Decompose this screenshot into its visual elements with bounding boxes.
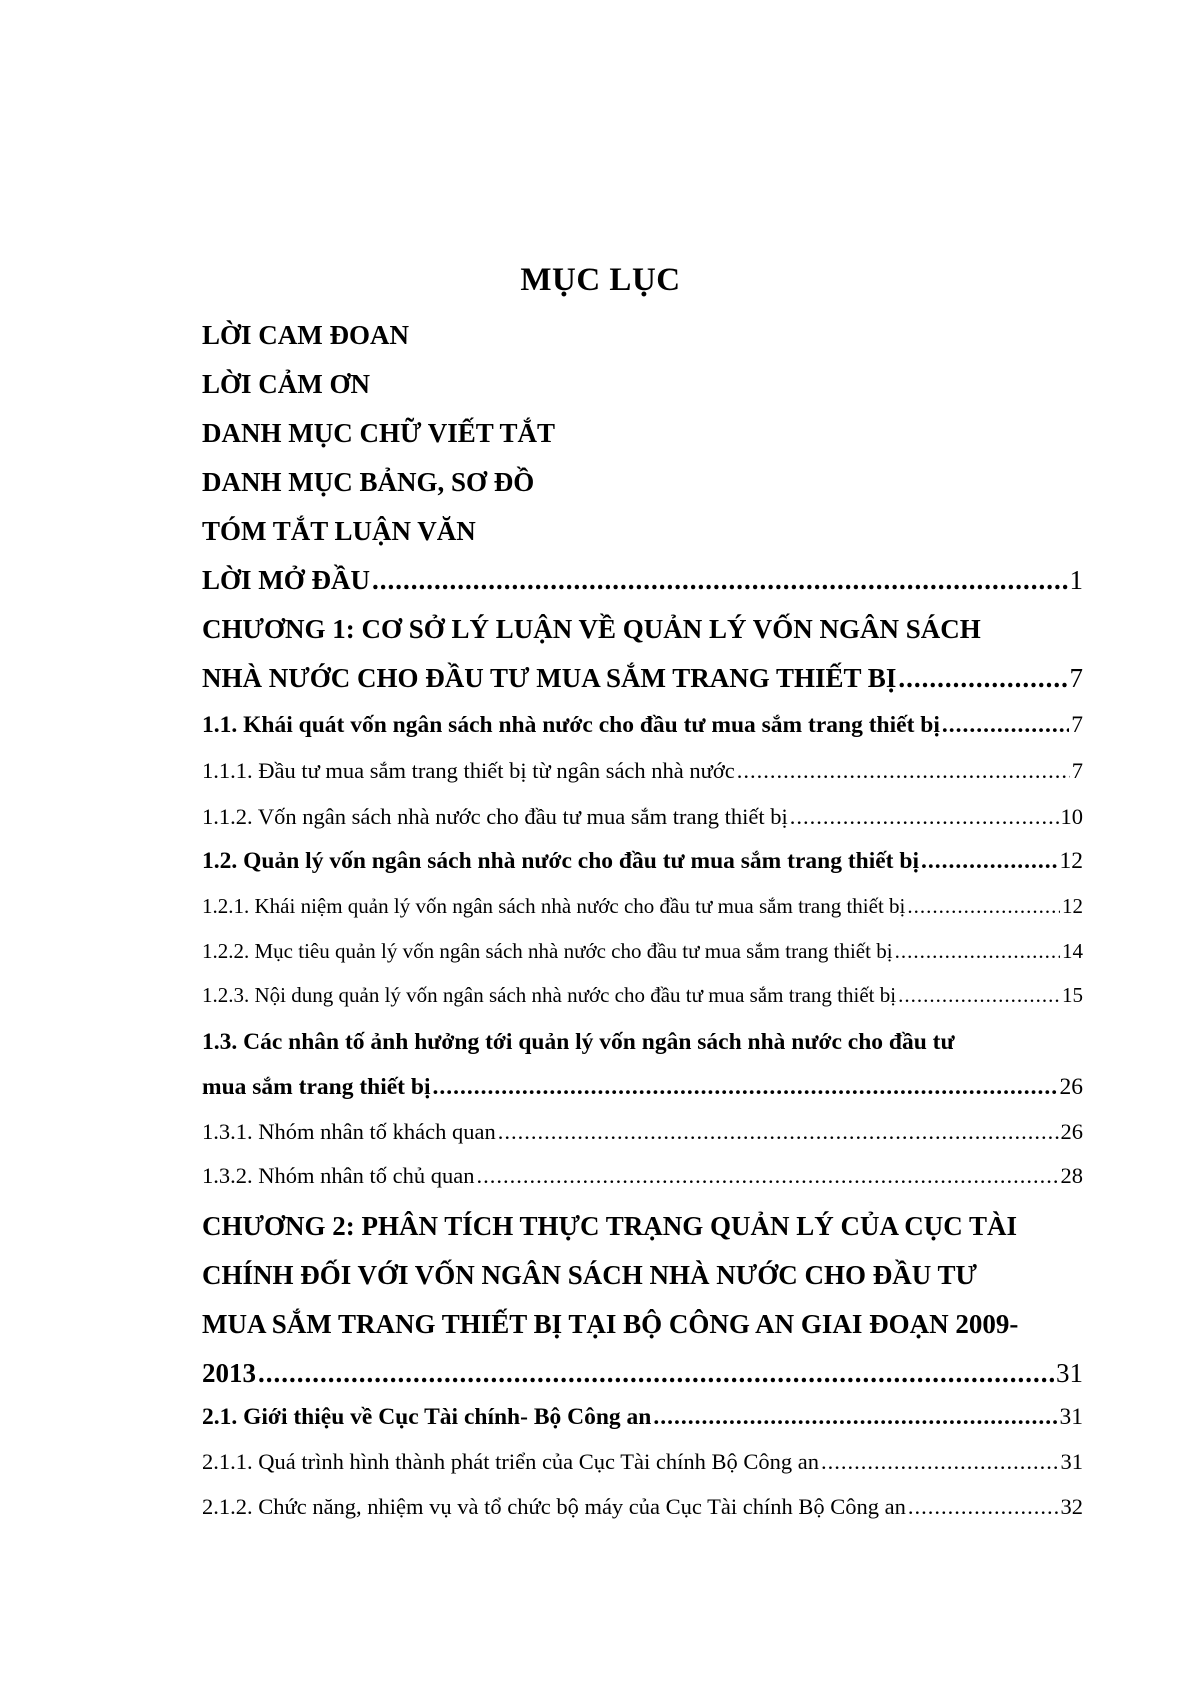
toc-page-number: 7 bbox=[1069, 663, 1083, 693]
toc-entry-label: 1.2.3. Nội dung quản lý vốn ngân sách nhà nước cho đầu tư mua sắm trang thiết bị bbox=[202, 983, 897, 1007]
dot-leader bbox=[942, 714, 1069, 738]
toc-chapter-2-line-3: MUA SẮM TRANG THIẾT BỊ TẠI BỘ CÔNG AN GIAI ĐOẠN 2009- bbox=[202, 1309, 1019, 1339]
dot-leader bbox=[921, 850, 1058, 874]
toc-entry-loi-cam-on: LỜI CẢM ƠN bbox=[202, 369, 370, 399]
toc-chapter-1-line-1: CHƯƠNG 1: CƠ SỞ LÝ LUẬN VỀ QUẢN LÝ VỐN NGÂN SÁCH bbox=[202, 614, 981, 644]
toc-entry-label: 1.2.2. Mục tiêu quản lý vốn ngân sách nhà nước cho đầu tư mua sắm trang thiết bị bbox=[202, 939, 893, 963]
toc-entry-danh-muc-bang-so-do: DANH MỤC BẢNG, SƠ ĐỒ bbox=[202, 467, 535, 497]
dot-leader bbox=[653, 1406, 1057, 1430]
dot-leader bbox=[908, 1496, 1059, 1519]
toc-entry-label: NHÀ NƯỚC CHO ĐẦU TƯ MUA SẮM TRANG THIẾT BỊ bbox=[202, 663, 897, 693]
dot-leader bbox=[258, 1360, 1054, 1387]
toc-page-number: 15 bbox=[1062, 983, 1083, 1007]
dot-leader bbox=[790, 806, 1059, 829]
toc-entry-label: 1.2.1. Khái niệm quản lý vốn ngân sách nhà nước cho đầu tư mua sắm trang thiết bị bbox=[202, 894, 906, 918]
toc-page-number: 7 bbox=[1071, 712, 1083, 738]
toc-entry-label: 1.3.2. Nhóm nhân tố chủ quan bbox=[202, 1163, 475, 1188]
toc-entry-chapter-1[interactable] bbox=[202, 665, 1083, 692]
toc-entry-label: 1.3.1. Nhóm nhân tố khách quan bbox=[202, 1119, 496, 1144]
toc-entry-label: 2.1.1. Quá trình hình thành phát triển của Cục Tài chính Bộ Công an bbox=[202, 1449, 819, 1474]
toc-entry-label: LỜI MỞ ĐẦU bbox=[202, 565, 370, 595]
toc-entry-1-3[interactable] bbox=[202, 1076, 1083, 1100]
toc-entry-label: 2013 bbox=[202, 1358, 256, 1388]
dot-leader bbox=[498, 1121, 1059, 1144]
toc-page-number: 26 bbox=[1059, 1074, 1083, 1100]
toc-chapter-2-line-1: CHƯƠNG 2: PHÂN TÍCH THỰC TRẠNG QUẢN LÝ CỦA CỤC TÀI bbox=[202, 1211, 1018, 1241]
toc-page-number: 32 bbox=[1060, 1494, 1083, 1519]
toc-entry-1-1-1[interactable] bbox=[202, 760, 1083, 783]
toc-entry-1-2-2[interactable] bbox=[202, 941, 1083, 962]
toc-entry-1-3-1[interactable] bbox=[202, 1121, 1083, 1144]
toc-entry-label: 1.1.2. Vốn ngân sách nhà nước cho đầu tư mua sắm trang thiết bị bbox=[202, 804, 788, 829]
toc-chapter-2-line-2: CHÍNH ĐỐI VỚI VỐN NGÂN SÁCH NHÀ NƯỚC CHO ĐẦU TƯ bbox=[202, 1260, 978, 1290]
toc-entry-2-1[interactable] bbox=[202, 1406, 1083, 1430]
toc-entry-label: 1.1.1. Đầu tư mua sắm trang thiết bị từ ngân sách nhà nước bbox=[202, 758, 735, 783]
toc-entry-1-2[interactable] bbox=[202, 850, 1083, 874]
toc-page-number: 26 bbox=[1060, 1119, 1083, 1144]
toc-page-number: 14 bbox=[1062, 939, 1083, 963]
toc-page-number: 10 bbox=[1060, 804, 1083, 829]
page-title: MỤC LỤC bbox=[520, 262, 681, 298]
dot-leader bbox=[898, 985, 1060, 1006]
toc-entry-label: 1.2. Quản lý vốn ngân sách nhà nước cho đầu tư mua sắm trang thiết bị bbox=[202, 848, 919, 874]
toc-page-number: 31 bbox=[1056, 1358, 1083, 1388]
toc-page-number: 12 bbox=[1059, 848, 1083, 874]
toc-entry-2-1-2[interactable] bbox=[202, 1496, 1083, 1519]
toc-entry-1-2-3[interactable] bbox=[202, 985, 1083, 1006]
dot-leader bbox=[898, 665, 1067, 692]
dot-leader bbox=[895, 941, 1060, 962]
toc-page-number: 31 bbox=[1059, 1404, 1083, 1430]
toc-entry-1-2-1[interactable] bbox=[202, 896, 1083, 917]
toc-page-number: 31 bbox=[1060, 1449, 1083, 1474]
dot-leader bbox=[737, 760, 1070, 783]
toc-entry-label: 2.1. Giới thiệu về Cục Tài chính- Bộ Công an bbox=[202, 1404, 652, 1430]
toc-entry-label: 2.1.2. Chức năng, nhiệm vụ và tổ chức bộ máy của Cục Tài chính Bộ Công an bbox=[202, 1494, 906, 1519]
toc-entry-2-1-1[interactable] bbox=[202, 1451, 1083, 1474]
toc-entry-loi-mo-dau[interactable] bbox=[202, 567, 1083, 594]
dot-leader bbox=[907, 896, 1060, 917]
toc-page-number: 1 bbox=[1069, 565, 1083, 595]
dot-leader bbox=[432, 1076, 1057, 1100]
toc-entry-1-1-2[interactable] bbox=[202, 806, 1083, 829]
toc-entry-loi-cam-doan: LỜI CAM ĐOAN bbox=[202, 320, 409, 350]
dot-leader bbox=[372, 567, 1068, 594]
toc-page-number: 28 bbox=[1060, 1163, 1083, 1188]
toc-entry-1-3-line-1: 1.3. Các nhân tố ảnh hưởng tới quản lý vốn ngân sách nhà nước cho đầu tư bbox=[202, 1029, 955, 1055]
toc-page-number: 12 bbox=[1062, 894, 1083, 918]
toc-entry-1-1[interactable] bbox=[202, 714, 1083, 738]
toc-entry-label: 1.1. Khái quát vốn ngân sách nhà nước cho đầu tư mua sắm trang thiết bị bbox=[202, 712, 940, 738]
dot-leader bbox=[476, 1165, 1058, 1188]
toc-entry-danh-muc-chu-viet-tat: DANH MỤC CHỮ VIẾT TẮT bbox=[202, 418, 556, 448]
toc-entry-chapter-2[interactable] bbox=[202, 1360, 1083, 1387]
toc-entry-1-3-2[interactable] bbox=[202, 1165, 1083, 1188]
toc-entry-label: mua sắm trang thiết bị bbox=[202, 1074, 431, 1100]
toc-page-number: 7 bbox=[1071, 758, 1083, 783]
toc-entry-tom-tat-luan-van: TÓM TẮT LUẬN VĂN bbox=[202, 516, 476, 546]
dot-leader bbox=[821, 1451, 1059, 1474]
